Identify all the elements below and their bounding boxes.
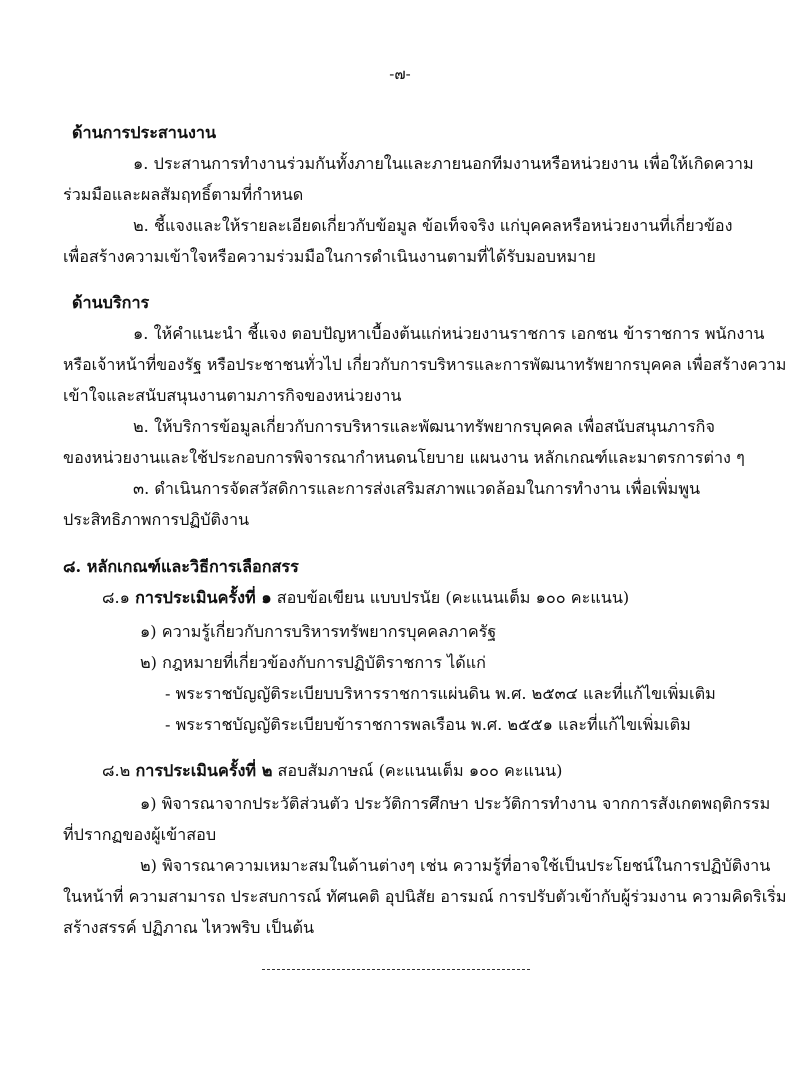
selection-heading: ๘. หลักเกณฑ์และวิธีการเลือกสรร (63, 557, 299, 576)
section-8-1-item2: ๒) กฎหมายที่เกี่ยวข้องกับการปฏิบัติราชการ ได้แก่ (140, 653, 486, 672)
service-item1-line1: ๑. ให้คำแนะนำ ชี้แจง ตอบปัญหาเบื้องต้นแก่หน่วยงานราชการ เอกชน ข้าราชการ พนักงาน (133, 324, 765, 343)
section-8-1-number: ๘.๑ (102, 588, 130, 607)
section-8-2-item1-line1: ๑) พิจารณาจากประวัติส่วนตัว ประวัติการศึกษา ประวัติการทำงาน จากการสังเกตพฤติกรรม (140, 794, 771, 813)
end-dashed-line (262, 969, 530, 970)
section-8-1-description: สอบข้อเขียน แบบปรนัย (คะแนนเต็ม ๑๐๐ คะแนน) (271, 588, 630, 607)
section-8-2-description: สอบสัมภาษณ์ (คะแนนเต็ม ๑๐๐ คะแนน) (272, 761, 563, 780)
section-8-2-item2-line2: ในหน้าที่ ความสามารถ ประสบการณ์ ทัศนคติ อุปนิสัย อารมณ์ การปรับตัวเข้ากับผู้ร่วมงาน ความคิดริเริ่ม (63, 887, 787, 906)
service-item3-line2: ประสิทธิภาพการปฏิบัติงาน (63, 510, 250, 529)
section-8-2-item1-line2: ที่ปรากฏของผู้เข้าสอบ (63, 825, 217, 844)
coordination-item2-line1: ๒. ชี้แจงและให้รายละเอียดเกี่ยวกับข้อมูล ข้อเท็จจริง แก่บุคคลหรือหน่วยงานที่เกี่ยวข้อง (133, 216, 733, 235)
section-8-1-item1: ๑) ความรู้เกี่ยวกับการบริหารทรัพยากรบุคคลภาครัฐ (140, 622, 497, 641)
coordination-item1-line2: ร่วมมือและผลสัมฤทธิ์ตามที่กำหนด (63, 185, 304, 204)
section-8-2-item2-line3: สร้างสรรค์ ปฏิภาณ ไหวพริบ เป็นต้น (63, 918, 315, 937)
service-item2-line1: ๒. ให้บริการข้อมูลเกี่ยวกับการบริหารและพัฒนาทรัพยากรบุคคล เพื่อสนับสนุนภารกิจ (133, 417, 715, 436)
section-8-1-heading (102, 587, 629, 609)
section-8-2-item2-line1: ๒) พิจารณาความเหมาะสมในด้านต่างๆ เช่น ความรู้ที่อาจใช้เป็นประโยชน์ในการปฏิบัติงาน (140, 856, 771, 875)
page-number: -๗- (389, 65, 411, 83)
service-item1-line2: หรือเจ้าหน้าที่ของรัฐ หรือประชาชนทั่วไป เกี่ยวกับการบริหารและการพัฒนาทรัพยากรบุคคล เพื่อสร้างความ (63, 355, 787, 374)
service-item2-line2: ของหน่วยงานและใช้ประกอบการพิจารณากำหนดนโยบาย แผนงาน หลักเกณฑ์และมาตรการต่าง ๆ (63, 448, 745, 467)
section-8-1-law2: - พระราชบัญญัติระเบียบข้าราชการพลเรือน พ.ศ. ๒๕๕๑ และที่แก้ไขเพิ่มเติม (165, 715, 691, 734)
section-8-2-title: การประเมินครั้งที่ ๒ (135, 761, 273, 780)
section-8-1-title: การประเมินครั้งที่ ๑ (135, 588, 272, 607)
coordination-item2-line2: เพื่อสร้างความเข้าใจหรือความร่วมมือในการดำเนินงานตามที่ได้รับมอบหมาย (63, 247, 596, 266)
coordination-item1-line1: ๑. ประสานการทำงานร่วมกันทั้งภายในและภายนอกทีมงานหรือหน่วยงาน เพื่อให้เกิดความ (133, 154, 754, 173)
coordination-heading: ด้านการประสานงาน (72, 123, 217, 142)
section-8-1-law1: - พระราชบัญญัติระเบียบบริหารราชการแผ่นดิน พ.ศ. ๒๕๓๔ และที่แก้ไขเพิ่มเติม (165, 684, 716, 703)
service-item3-line1: ๓. ดำเนินการจัดสวัสดิการและการส่งเสริมสภาพแวดล้อมในการทำงาน เพื่อเพิ่มพูน (133, 479, 701, 498)
service-heading: ด้านบริการ (72, 293, 150, 312)
service-item1-line3: เข้าใจและสนับสนุนงานตามภารกิจของหน่วยงาน (63, 386, 402, 405)
section-8-2-heading (102, 760, 562, 782)
section-8-2-number: ๘.๒ (102, 761, 131, 780)
